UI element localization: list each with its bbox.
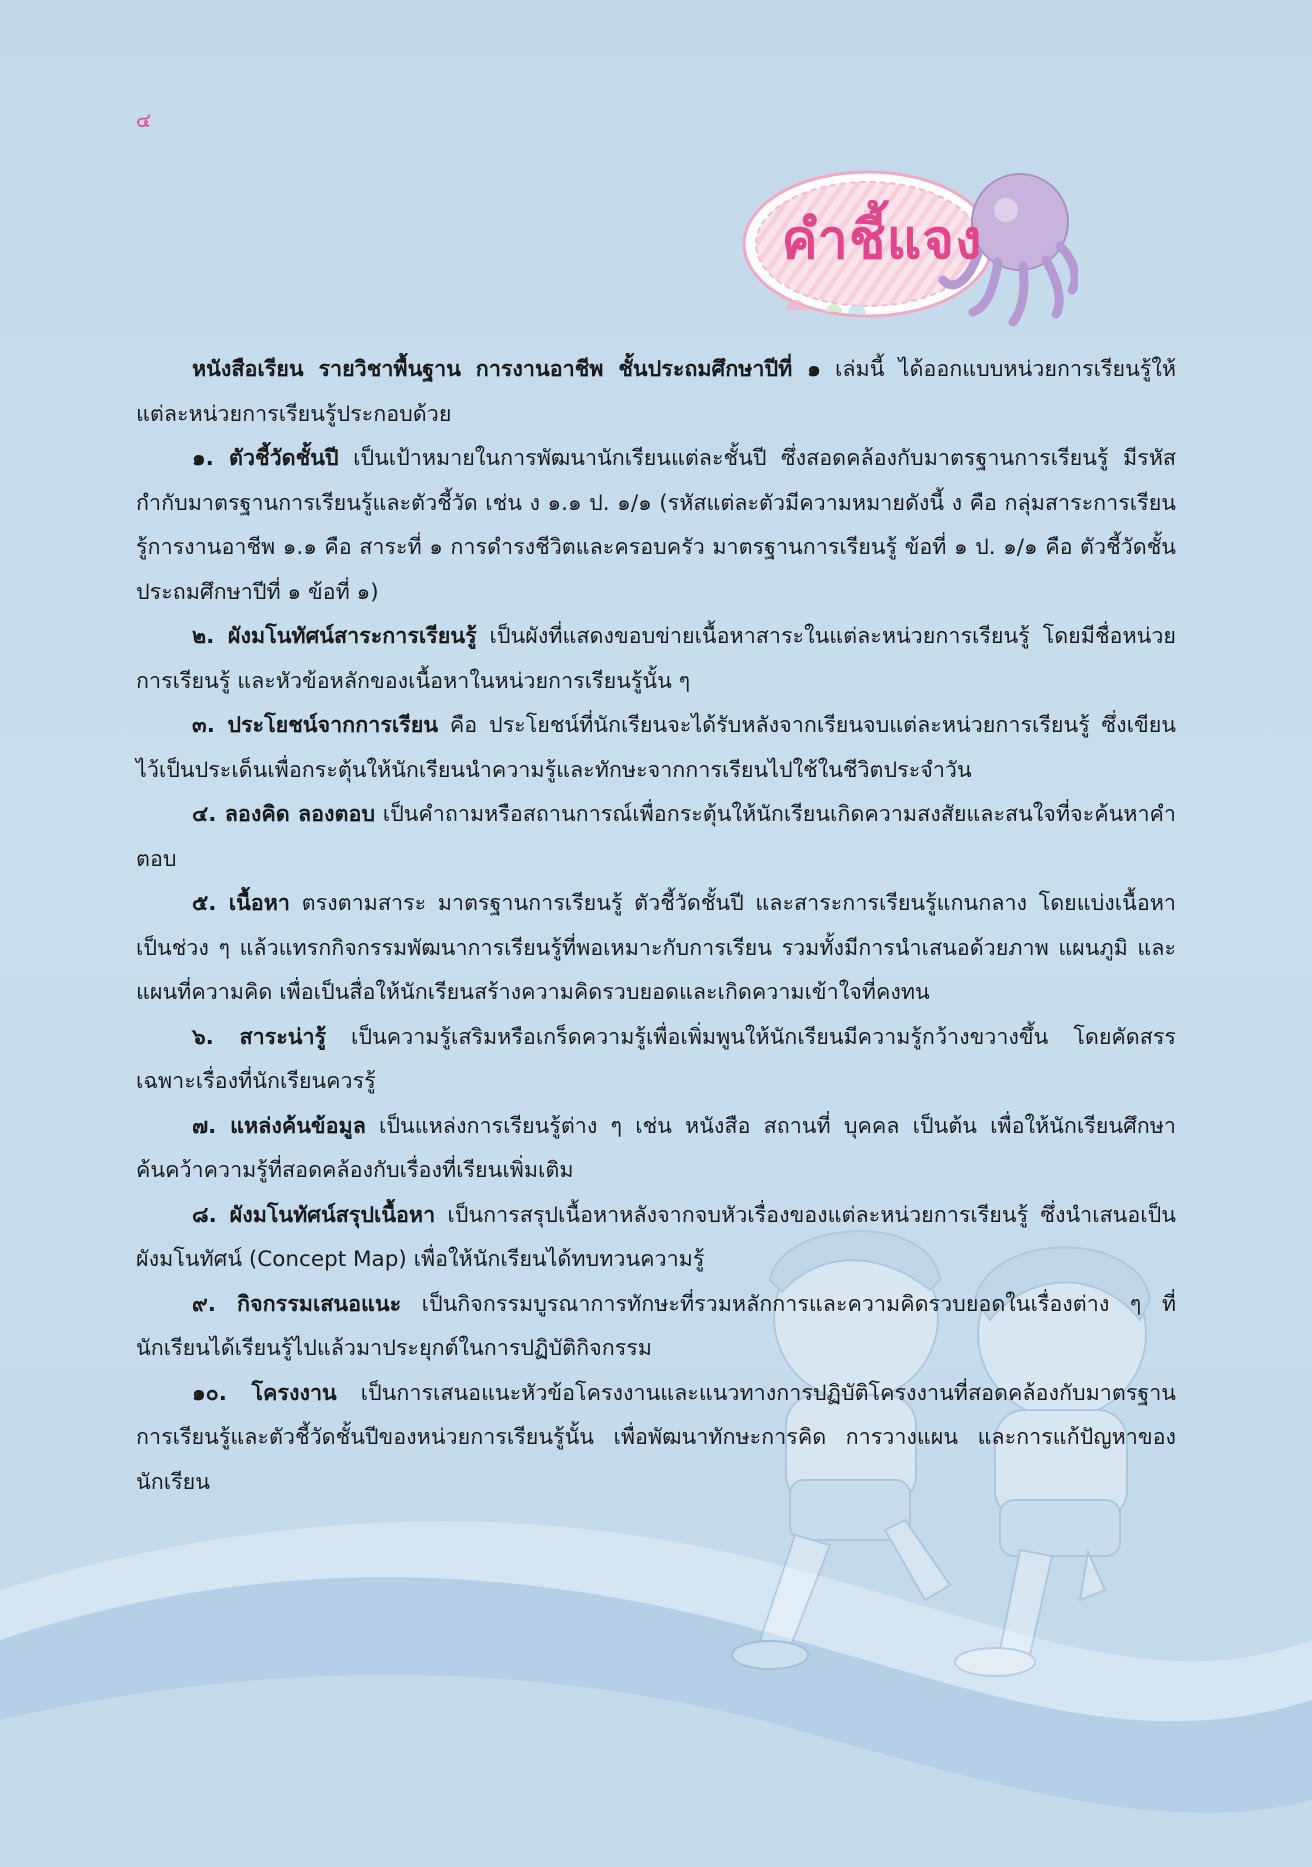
intro-paragraph [136,348,1176,437]
item-term: ๑๐. โครงงาน [192,1380,337,1406]
page-number: ๔ [136,108,152,132]
list-item [136,615,1176,704]
item-term: ๘. ผังมโนทัศน์สรุปเนื้อหา [192,1202,436,1228]
item-text: เป็นการสรุปเนื้อหาหลังจากจบหัวเรื่องของแต่ละหน่วยการเรียนรู้ ซึ่งนำเสนอเป็นผังมโนทัศน์ (Concept Map) เพื่อให้นักเรียนได้ทบทวนความรู้ [136,1202,1176,1272]
item-text: เป็นการเสนอแนะหัวข้อโครงงานและแนวทางการปฏิบัติโครงงานที่สอดคล้องกับมาตรฐานการเรียนรู้และตัวชี้วัดชั้นปีของหน่วยการเรียนรู้นั้น เพื่อพัฒนาทักษะการคิด การวางแผน และการแก้ปัญหาของนักเรียน [136,1380,1176,1495]
body-text [136,348,1176,1505]
item-term: ๕. เนื้อหา [192,891,290,916]
item-text: เป็นเป้าหมายในการพัฒนานักเรียนแต่ละชั้นปี ซึ่งสอดคล้องกับมาตรฐานการเรียนรู้ มีรหัสกำกับมาตรฐานการเรียนรู้และตัวชี้วัด เช่น ง ๑.๑ ป. ๑/๑ (รหัสแต่ละตัวมีความหมายดังนี้ ง คือ กลุ่มสาระการเรียนรู้การงานอาชีพ ๑.๑ คือ สาระที่ ๑ การดำรงชีวิตและครอบครัว มาตรฐานการเรียนรู้ ข้อที่ ๑ ป. ๑/๑ คือ ตัวชี้วัดชั้นประถมศึกษาปีที่ ๑ ข้อที่ ๑) [136,446,1176,605]
item-text: เป็นแหล่งการเรียนรู้ต่าง ๆ เช่น หนังสือ สถานที่ บุคคล เป็นต้น เพื่อให้นักเรียนศึกษาค้นคว้าความรู้ที่สอดคล้องกับเรื่องที่เรียนเพิ่มเติม [136,1113,1177,1183]
item-text: เป็นความรู้เสริมหรือเกร็ดความรู้เพื่อเพิ่มพูนให้นักเรียนมีความรู้กว้างขวางขึ้น โดยคัดสรรเฉพาะเรื่องที่นักเรียนควรรู้ [136,1024,1176,1094]
list-item [136,1194,1176,1283]
item-term: ๖. สาระน่ารู้ [192,1024,327,1050]
item-term: ๔. ลองคิด ลองตอบ [192,802,376,827]
item-term: ๑. ตัวชี้วัดชั้นปี [192,446,339,471]
list-item [136,1372,1176,1506]
item-text: ตรงตามสาระ มาตรฐานการเรียนรู้ ตัวชี้วัดชั้นปี และสาระการเรียนรู้แกนกลาง โดยแบ่งเนื้อหาเป็นช่วง ๆ แล้วแทรกกิจกรรมพัฒนาการเรียนรู้ที่พอเหมาะกับการเรียน รวมทั้งมีการนำเสนอด้วยภาพ แผนภูมิ และแผนที่ความคิด เพื่อเป็นสื่อให้นักเรียนสร้างความคิดรวบยอดและเกิดความเข้าใจที่คงทน [136,891,1176,1005]
list-item [136,1105,1176,1194]
list-item [136,1283,1176,1372]
intro-bold: หนังสือเรียน รายวิชาพื้นฐาน การงานอาชีพ ชั้นประถมศึกษาปีที่ ๑ [192,357,821,382]
list-item [136,882,1176,1016]
list-item [136,704,1176,793]
item-text: คือ ประโยชน์ที่นักเรียนจะได้รับหลังจากเรียนจบแต่ละหน่วยการเรียนรู้ ซึ่งเขียนไว้เป็นประเด็นเพื่อกระตุ้นให้นักเรียนนำความรู้และทักษะจากการเรียนไปใช้ในชีวิตประจำวัน [136,713,1176,783]
item-term: ๗. แหล่งค้นข้อมูล [192,1113,366,1139]
list-item [136,1016,1176,1105]
list-item [136,437,1176,615]
intro-text: เล่มนี้ ได้ออกแบบหน่วยการเรียนรู้ให้แต่ละหน่วยการเรียนรู้ประกอบด้วย [136,357,1177,427]
item-text: เป็นคำถามหรือสถานการณ์เพื่อกระตุ้นให้นักเรียนเกิดความสงสัยและสนใจที่จะค้นหาคำตอบ [136,802,1177,872]
page-title: คำชี้แจง [781,208,983,271]
item-term: ๓. ประโยชน์จากการเรียน [192,713,439,738]
item-text: เป็นผังที่แสดงขอบข่ายเนื้อหาสาระในแต่ละหน่วยการเรียนรู้ โดยมีชื่อหน่วยการเรียนรู้ และหัวข้อหลักของเนื้อหาในหน่วยการเรียนรู้นั้น ๆ [136,624,1176,694]
item-term: ๒. ผังมโนทัศน์สาระการเรียนรู้ [192,624,477,649]
list-item [136,793,1176,882]
item-text: เป็นกิจกรรมบูรณาการทักษะที่รวมหลักการและความคิดรวบยอดในเรื่องต่าง ๆ ที่นักเรียนได้เรียนรู้ไปแล้วมาประยุกต์ในการปฏิบัติกิจกรรม [136,1291,1176,1361]
item-term: ๙. กิจกรรมเสนอแนะ [192,1291,402,1317]
